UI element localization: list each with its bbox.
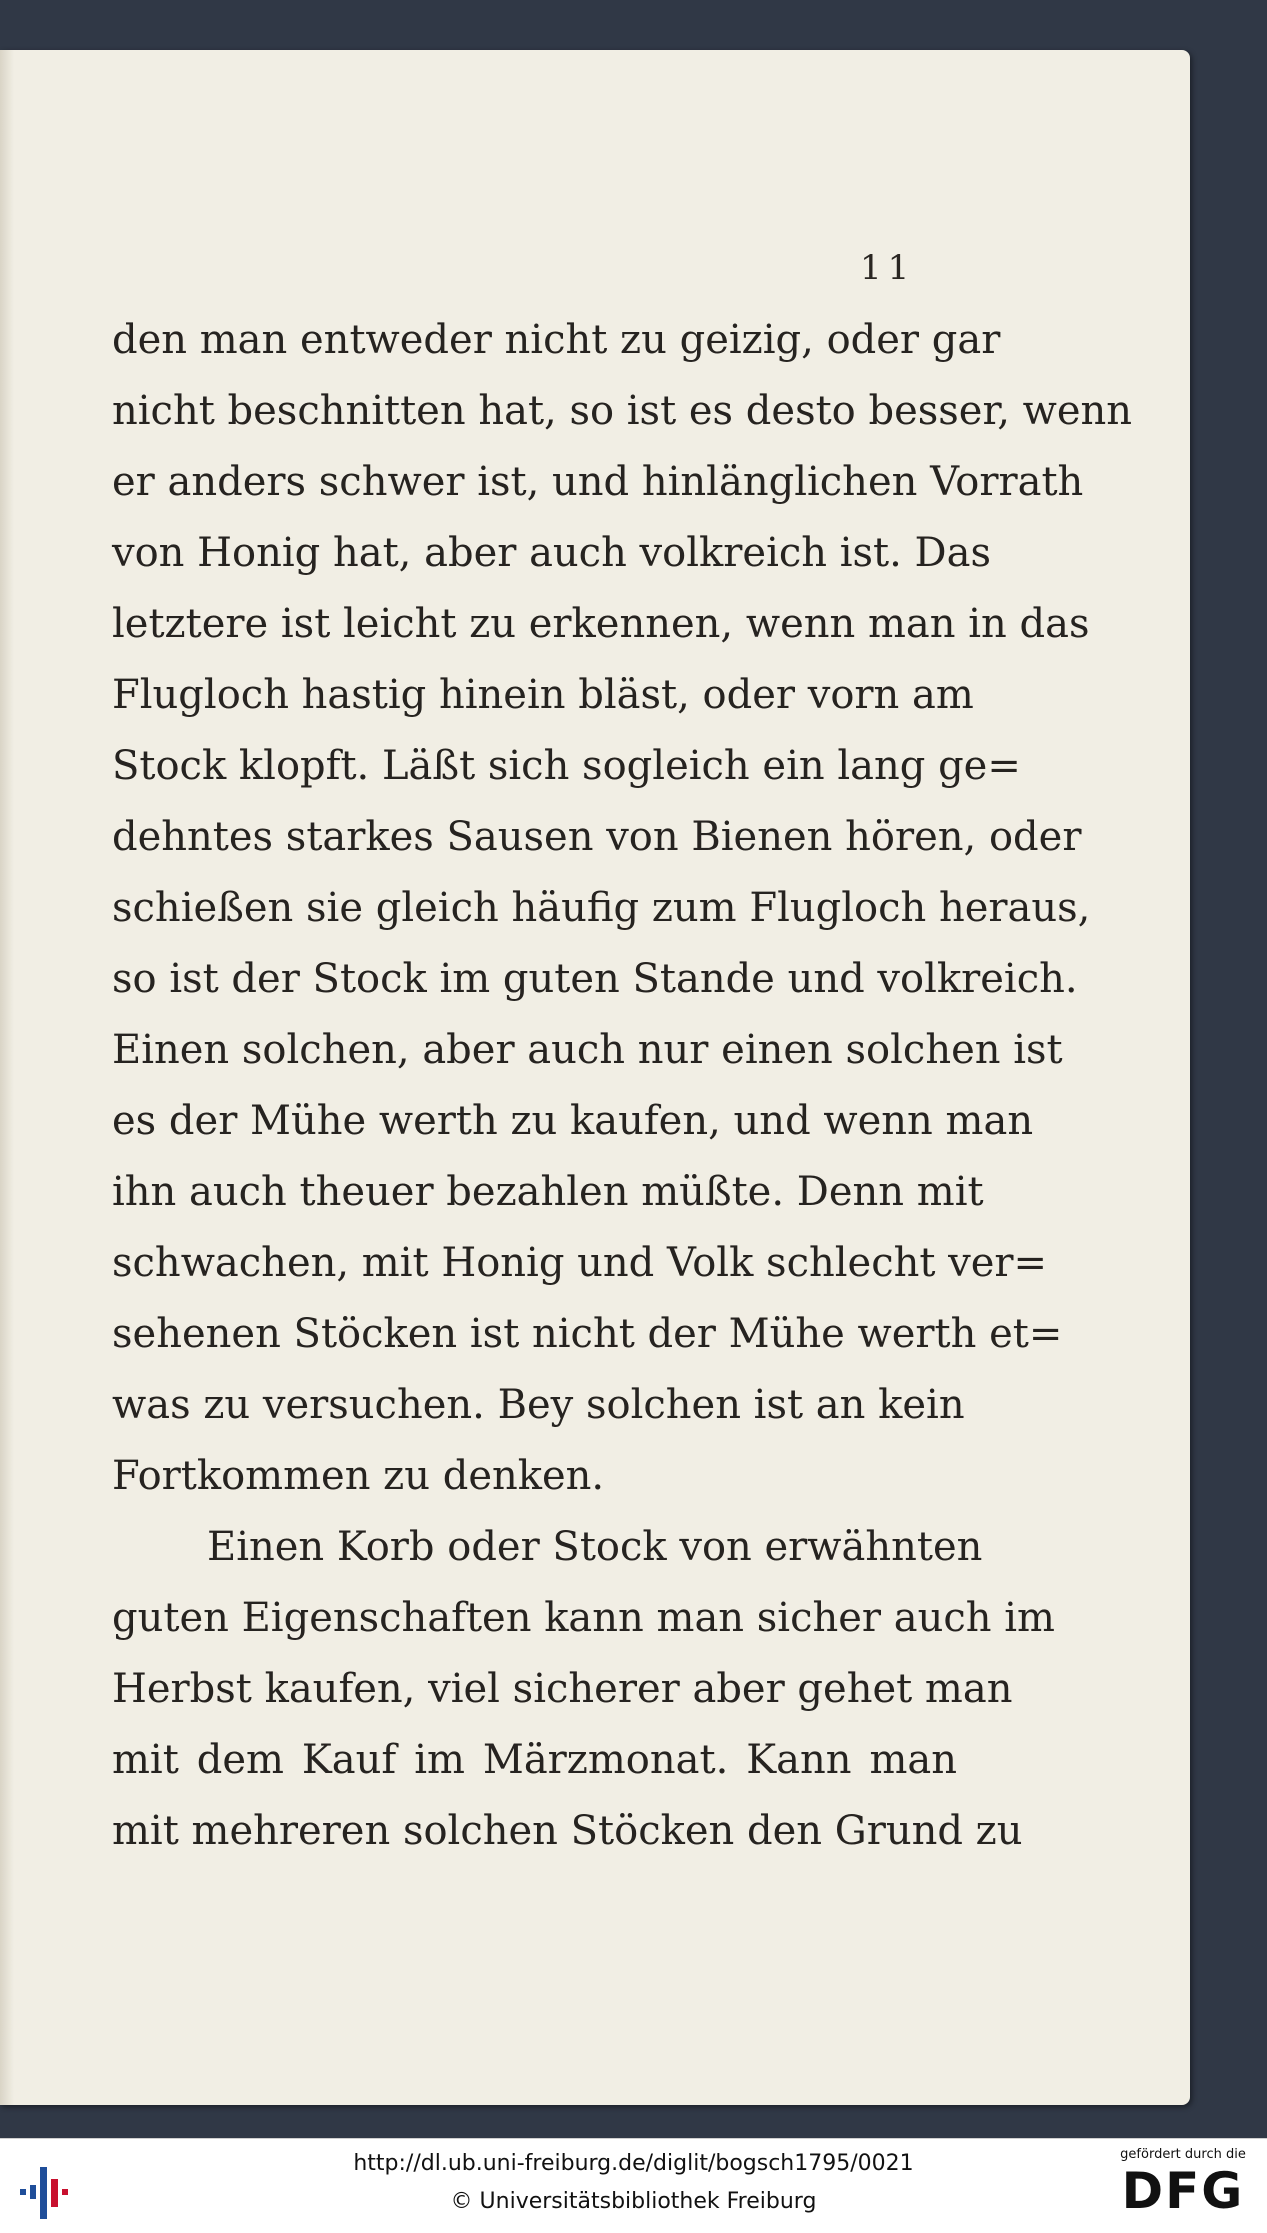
page-text — [112, 305, 1133, 1867]
text-line: mit dem Kauf im Märzmonat. Kann man — [112, 1737, 957, 1783]
text-line: ihn auch theuer bezahlen müßte. Denn mit — [112, 1169, 984, 1215]
text-line: Einen Korb oder Stock von erwähnten — [207, 1524, 983, 1570]
text-line: nicht beschnitten hat, so ist es desto besser, wenn — [112, 388, 1133, 434]
dfg-tagline: gefördert durch die — [1120, 2147, 1246, 2162]
text-line: was zu versuchen. Bey solchen ist an kein — [112, 1382, 965, 1428]
text-line: dehntes starkes Sausen von Bienen hören, oder — [112, 814, 1082, 860]
text-line: Stock klopft. Läßt sich sogleich ein lang ge= — [112, 743, 1021, 789]
dfg-logo: DFG — [1121, 2162, 1245, 2220]
viewer-footer — [0, 2138, 1267, 2233]
text-line: Einen solchen, aber auch nur einen solchen ist — [112, 1027, 1063, 1073]
text-line: es der Mühe werth zu kaufen, und wenn man — [112, 1098, 1034, 1144]
page-number: 11 — [860, 248, 916, 288]
text-line: von Honig hat, aber auch volkreich ist. Das — [112, 530, 992, 576]
text-line: Herbst kaufen, viel sicherer aber gehet man — [112, 1666, 1013, 1712]
text-line: schießen sie gleich häufig zum Flugloch heraus, — [112, 885, 1091, 931]
text-line: so ist der Stock im guten Stande und volkreich. — [112, 956, 1078, 1002]
text-line: Fortkommen zu denken. — [112, 1453, 605, 1499]
text-line: mit mehreren solchen Stöcken den Grund zu — [112, 1808, 1023, 1854]
page-gutter-shadow — [0, 50, 14, 2105]
text-line: guten Eigenschaften kann man sicher auch im — [112, 1595, 1055, 1641]
text-line: den man entweder nicht zu geizig, oder gar — [112, 317, 1001, 363]
permalink-url[interactable]: http://dl.ub.uni-freiburg.de/diglit/bogsch1795/0021 — [353, 2151, 914, 2176]
copyright-notice: © Universitätsbibliothek Freiburg — [450, 2189, 817, 2214]
text-line: schwachen, mit Honig und Volk schlecht ver= — [112, 1240, 1048, 1286]
text-line: letztere ist leicht zu erkennen, wenn man in das — [112, 601, 1090, 647]
text-line: er anders schwer ist, und hinlänglichen Vorrath — [112, 459, 1084, 505]
text-line: sehenen Stöcken ist nicht der Mühe werth et= — [112, 1311, 1063, 1357]
text-line: Flugloch hastig hinein bläst, oder vorn am — [112, 672, 974, 718]
dfg-funding-badge — [1113, 2147, 1253, 2220]
